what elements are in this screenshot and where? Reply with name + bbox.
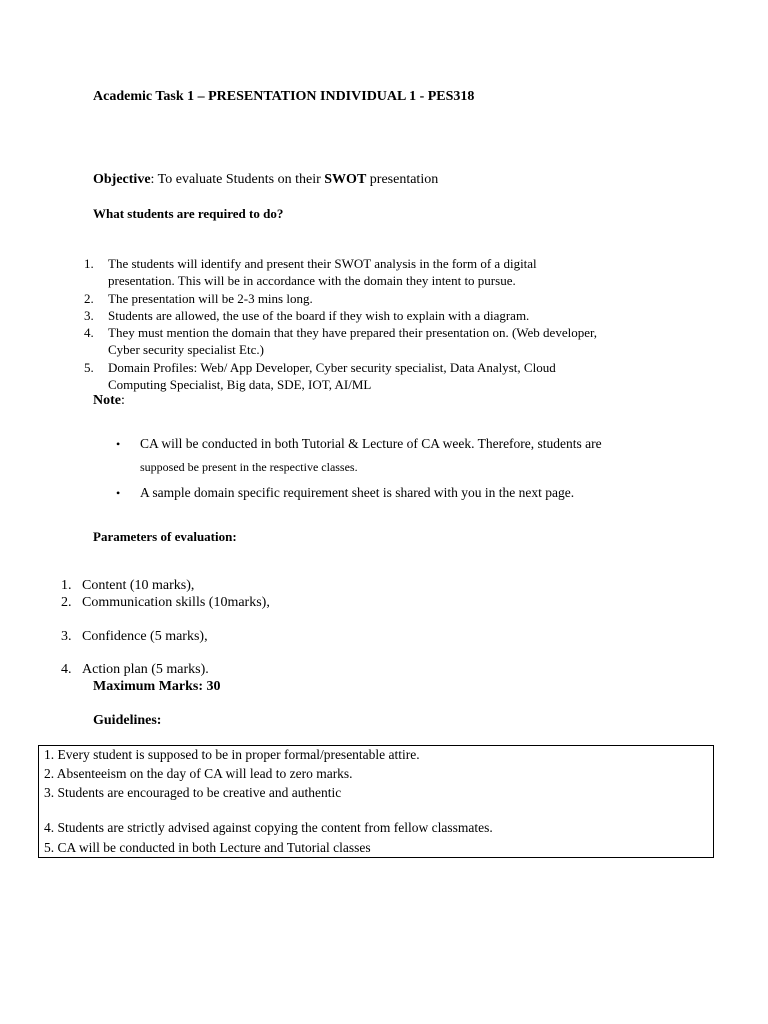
- document-title: Academic Task 1 – PRESENTATION INDIVIDUAL 1 - PES318: [93, 89, 475, 104]
- objective-line: [93, 172, 438, 188]
- objective-emphasis: SWOT: [324, 172, 367, 187]
- bullet-icon: •: [116, 437, 121, 451]
- list-item: [84, 290, 644, 307]
- list-item: [84, 324, 654, 358]
- evaluation-item-number: 2.: [61, 595, 72, 610]
- note-bullet-text: supposed be present in the respective classes.: [140, 460, 358, 474]
- list-item-number: 3.: [84, 308, 94, 323]
- list-item-text: Domain Profiles: Web/ App Developer, Cyber security specialist, Data Analyst, Cloud: [108, 360, 556, 375]
- list-item-text: The presentation will be 2-3 mins long.: [108, 291, 313, 306]
- evaluation-item-number: 3.: [61, 629, 72, 644]
- objective-label: Objective: [93, 172, 151, 187]
- guideline-item: 2. Absenteeism on the day of CA will lead to zero marks.: [44, 766, 353, 781]
- evaluation-item-number: 1.: [61, 578, 72, 593]
- guideline-item: 4. Students are strictly advised against copying the content from fellow classmates.: [44, 820, 493, 835]
- list-item: [84, 359, 654, 393]
- guideline-item: 1. Every student is supposed to be in proper formal/presentable attire.: [44, 747, 420, 762]
- list-item: [84, 255, 644, 289]
- evaluation-item-number: 4.: [61, 662, 72, 677]
- guideline-item: 3. Students are encouraged to be creative and authentic: [44, 785, 342, 800]
- list-item-number: 2.: [84, 291, 94, 306]
- guidelines-heading: Guidelines:: [93, 713, 162, 728]
- note-label: Note: [93, 393, 121, 408]
- list-item-number: 1.: [84, 256, 94, 271]
- objective-text-before: : To evaluate Students on their: [150, 172, 325, 187]
- guidelines-box: [38, 745, 714, 858]
- note-heading: [93, 393, 125, 409]
- list-item: [84, 307, 644, 324]
- evaluation-heading: Parameters of evaluation:: [93, 529, 237, 544]
- note-bullet-text: A sample domain specific requirement sheet is shared with you in the next page.: [140, 485, 575, 500]
- note-bullet-text: CA will be conducted in both Tutorial & Lecture of CA week. Therefore, students are: [140, 436, 602, 451]
- list-item-text: They must mention the domain that they have prepared their presentation on. (Web developer,: [108, 325, 598, 340]
- list-item-number: 4.: [84, 325, 94, 340]
- list-item-text: Students are allowed, the use of the board if they wish to explain with a diagram.: [108, 308, 530, 323]
- list-item-text: Cyber security specialist Etc.): [108, 342, 264, 357]
- list-item-text: presentation. This will be in accordance with the domain they intent to pursue.: [108, 273, 516, 288]
- max-marks: Maximum Marks: 30: [93, 679, 221, 694]
- evaluation-item-text: Confidence (5 marks),: [82, 629, 208, 644]
- objective-text-after: presentation: [366, 172, 439, 187]
- list-item-text: The students will identify and present their SWOT analysis in the form of a digital: [108, 256, 537, 271]
- bullet-icon: •: [116, 486, 121, 500]
- evaluation-item-text: Action plan (5 marks).: [82, 662, 209, 677]
- guideline-item: 5. CA will be conducted in both Lecture and Tutorial classes: [44, 840, 371, 855]
- note-colon: :: [121, 393, 125, 408]
- evaluation-item-text: Communication skills (10marks),: [82, 595, 270, 610]
- evaluation-item-text: Content (10 marks),: [82, 578, 195, 593]
- list-item-number: 5.: [84, 360, 94, 375]
- list-item-text: Computing Specialist, Big data, SDE, IOT, AI/ML: [108, 377, 372, 392]
- requirements-heading: What students are required to do?: [93, 206, 284, 221]
